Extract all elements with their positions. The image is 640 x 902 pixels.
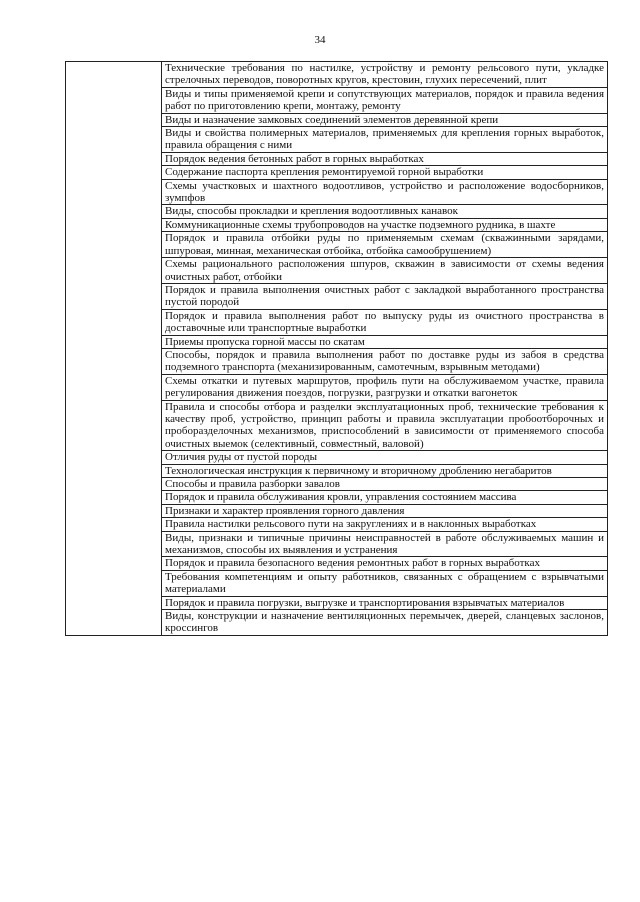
requirement-text: Порядок и правила выполнения очистных работ с закладкой выработанного пространства пустой породой [162,283,608,309]
requirement-text: Схемы откатки и путевых маршрутов, профиль пути на обслуживаемом участке, правила регулирования движения поездов, погрузки, разгрузки и откатки вагонеток [162,374,608,400]
requirement-text: Виды, признаки и типичные причины неисправностей в работе обслуживаемых машин и механизмов, способы их выявления и устранения [162,531,608,557]
requirement-text: Схемы участковых и шахтного водоотливов, устройство и расположение водосборников, зумпфов [162,179,608,205]
table-row [66,62,608,88]
requirement-text: Порядок ведения бетонных работ в горных выработках [162,152,608,165]
requirement-text: Коммуникационные схемы трубопроводов на участке подземного рудника, в шахте [162,218,608,231]
requirement-text: Схемы рационального расположения шпуров, скважин в зависимости от схемы ведения очистных работ, отбойки [162,258,608,284]
requirement-text: Порядок и правила погрузки, выгрузке и транспортирования взрывчатых материалов [162,596,608,609]
requirement-text: Требования компетенциям и опыту работников, связанных с обращением с взрывчатыми материалами [162,570,608,596]
requirement-text: Отличия руды от пустой породы [162,451,608,464]
requirement-text: Способы и правила разборки завалов [162,478,608,491]
requirement-text: Виды, конструкции и назначение вентиляционных перемычек, дверей, сланцевых заслонов, кроссингов [162,610,608,636]
requirement-text: Признаки и характер проявления горного давления [162,504,608,517]
requirement-text: Виды, способы прокладки и крепления водоотливных канавок [162,205,608,218]
page-number: 34 [314,34,326,46]
left-column-cell [66,62,162,636]
requirement-text: Способы, порядок и правила выполнения работ по доставке руды из забоя в средства подземного транспорта (механизированным, самотечным, взрывным методами) [162,348,608,374]
requirement-text: Порядок и правила обслуживания кровли, управления состоянием массива [162,491,608,504]
requirements-table [65,61,608,636]
requirement-text: Технические требования по настилке, устройству и ремонту рельсового пути, укладке стрелочных переводов, поворотных кругов, крестовин, глухих пересечений, плит [162,62,608,88]
requirement-text: Порядок и правила выполнения работ по выпуску руды из очистного пространства в доставочные или транспортные выработки [162,309,608,335]
requirement-text: Правила и способы отбора и разделки эксплуатационных проб, технические требования к качеству проб, устройство, принцип работы и правила эксплуатации пробоотборочных и проборазделочных механизмов, приспособлений в зависимости от применяемого способа очистных выемок (селективный, совместный, валовой) [162,400,608,451]
requirements-table-body [66,62,608,636]
requirement-text: Содержание паспорта крепления ремонтируемой горной выработки [162,166,608,179]
requirement-text: Правила настилки рельсового пути на закруглениях и в наклонных выработках [162,518,608,531]
requirement-text: Технологическая инструкция к первичному и вторичному дроблению негабаритов [162,464,608,477]
requirement-text: Виды и типы применяемой крепи и сопутствующих материалов, порядок и правила ведения работ по приготовлению крепи, монтажу, ремонту [162,87,608,113]
requirement-text: Приемы пропуска горной массы по скатам [162,335,608,348]
requirement-text: Виды и свойства полимерных материалов, применяемых для крепления горных выработок, правила обращения с ними [162,127,608,153]
requirement-text: Порядок и правила отбойки руды по применяемым схемам (скважинными зарядами, шпуровая, минная, механическая отбойка, отбойка самообрушением) [162,232,608,258]
requirement-text: Порядок и правила безопасного ведения ремонтных работ в горных выработках [162,557,608,570]
requirement-text: Виды и назначение замковых соединений элементов деревянной крепи [162,113,608,126]
